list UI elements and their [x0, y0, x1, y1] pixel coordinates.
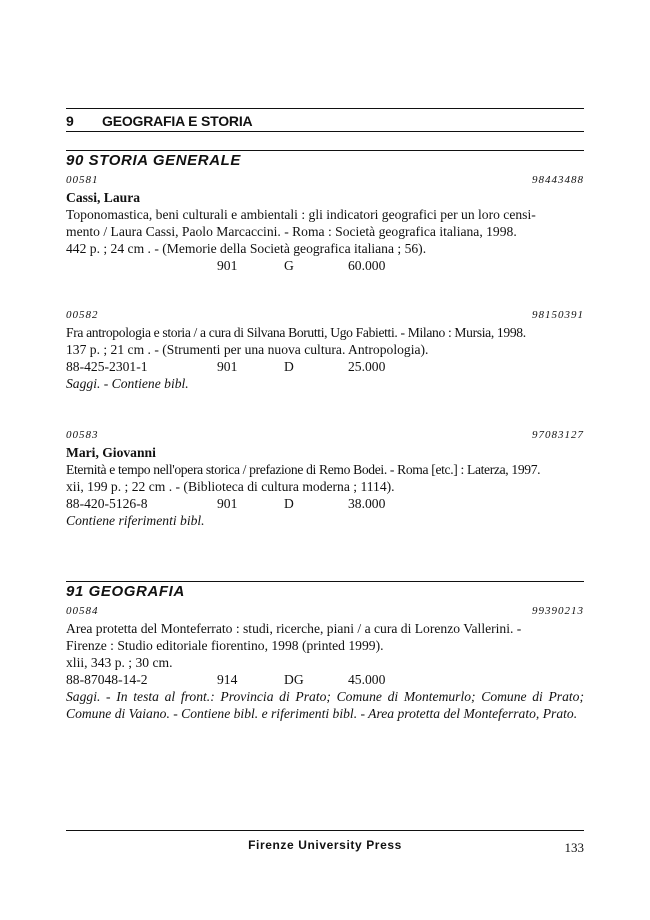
entry-isbn: 88-420-5126-8 [66, 496, 148, 511]
entry-meta [66, 358, 584, 375]
entry-note: Contiene riferimenti bibl. [66, 513, 205, 528]
entry-number: 00583 [66, 429, 99, 441]
entry-isbn: 88-425-2301-1 [66, 359, 148, 374]
entry-description-line: xii, 199 p. ; 22 cm . - (Biblioteca di cultura moderna ; 1114). [66, 479, 395, 494]
entry-note: Saggi. - Contiene bibl. [66, 376, 189, 391]
entry-code: 98150391 [532, 309, 584, 321]
entry-author: Cassi, Laura [66, 190, 141, 205]
entry-price: 45.000 [348, 672, 386, 687]
footer-publisher: Firenze University Press [248, 838, 402, 852]
entry-class: G [284, 258, 294, 273]
entry-description [66, 324, 584, 358]
chapter-top-rule [66, 108, 584, 109]
entry-description [66, 620, 584, 671]
entry-id-row [66, 173, 584, 187]
chapter-bottom-rule [66, 131, 584, 132]
entry-class: D [284, 496, 294, 511]
entry-meta [66, 495, 584, 512]
entry-dewey: 901 [217, 359, 238, 374]
entry-class: DG [284, 672, 304, 687]
chapter-number: 9 [66, 113, 74, 129]
entry-id-row [66, 308, 584, 322]
entry-code: 99390213 [532, 605, 584, 617]
entry-meta [66, 257, 584, 274]
section-rule [66, 150, 584, 151]
entry-author: Mari, Giovanni [66, 445, 156, 460]
entry-price: 38.000 [348, 496, 386, 511]
entry-id-row [66, 604, 584, 618]
catalog-entry [66, 428, 584, 529]
catalog-entry [66, 173, 584, 274]
footer-rule [66, 830, 584, 831]
chapter-title: GEOGRAFIA E STORIA [102, 113, 253, 129]
entry-dewey: 914 [217, 672, 238, 687]
entry-code: 98443488 [532, 174, 584, 186]
entry-description-line: xlii, 343 p. ; 30 cm. [66, 655, 173, 670]
entry-description-line: mento / Laura Cassi, Paolo Marcaccini. - Roma : Società geografica italiana, 1998. [66, 224, 517, 239]
entry-class: D [284, 359, 294, 374]
entry-number: 00584 [66, 605, 99, 617]
page-number: 133 [564, 840, 584, 855]
entry-description-line: 137 p. ; 21 cm . - (Strumenti per una nuova cultura. Antropologia). [66, 342, 429, 357]
section-heading-storia-generale: 90 STORIA GENERALE [66, 152, 242, 169]
entry-description-line: Area protetta del Monteferrato : studi, ricerche, piani / a cura di Lorenzo Vallerini. - [66, 621, 522, 636]
entry-description-line: Firenze : Studio editoriale fiorentino, 1998 (printed 1999). [66, 638, 384, 653]
entry-meta [66, 671, 584, 688]
entry-description-line: 442 p. ; 24 cm . - (Memorie della Società geografica italiana ; 56). [66, 241, 427, 256]
entry-description-line: Eternità e tempo nell'opera storica / prefazione di Remo Bodei. - Roma [etc.] : Laterza, 1997. [66, 462, 541, 477]
section-rule [66, 581, 584, 582]
catalog-page [66, 0, 584, 920]
catalog-entry [66, 604, 584, 722]
entry-isbn: 88-87048-14-2 [66, 672, 148, 687]
chapter-heading [66, 113, 584, 129]
entry-number: 00581 [66, 174, 99, 186]
section-heading-geografia: 91 GEOGRAFIA [66, 583, 185, 600]
entry-description [66, 206, 584, 257]
entry-description [66, 461, 584, 495]
entry-description-line: Toponomastica, beni culturali e ambientali : gli indicatori geografici per un loro censi- [66, 207, 536, 222]
entry-number: 00582 [66, 309, 99, 321]
entry-code: 97083127 [532, 429, 584, 441]
entry-dewey: 901 [217, 258, 238, 273]
entry-price: 60.000 [348, 258, 386, 273]
catalog-entry [66, 308, 584, 392]
entry-price: 25.000 [348, 359, 386, 374]
entry-note: Saggi. - In testa al front.: Provincia di Prato; Comune di Montemurlo; Comune di Prato; Comune di Vaiano. - Contiene bibl. e riferimenti bibl. - Area protetta del Monteferrato, Prato. [66, 689, 584, 721]
entry-dewey: 901 [217, 496, 238, 511]
entry-id-row [66, 428, 584, 442]
entry-description-line: Fra antropologia e storia / a cura di Silvana Borutti, Ugo Fabietti. - Milano : Mursia, 1998. [66, 325, 526, 340]
